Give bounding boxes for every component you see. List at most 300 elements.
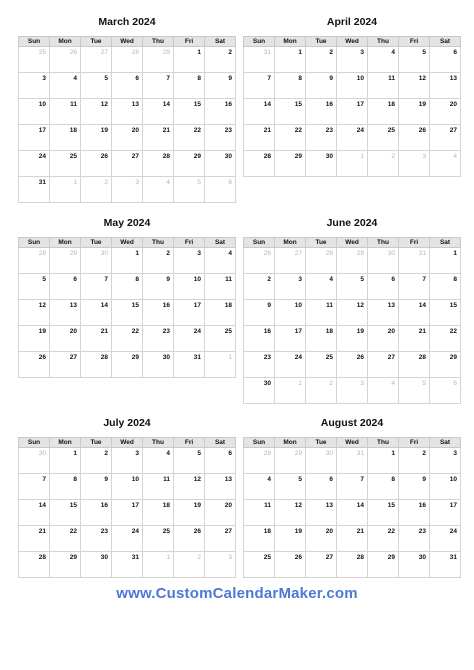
day-cell: 14 <box>337 500 368 526</box>
day-cell: 1 <box>50 448 81 474</box>
weekday-header: Thu <box>368 37 399 47</box>
day-cell: 9 <box>399 474 430 500</box>
day-cell: 28 <box>337 552 368 578</box>
day-cell: 6 <box>368 274 399 300</box>
day-cell-other-month: 28 <box>244 448 275 474</box>
week-row <box>19 125 236 151</box>
day-cell: 21 <box>244 125 275 151</box>
day-cell-other-month: 26 <box>244 248 275 274</box>
day-cell: 16 <box>399 500 430 526</box>
day-cell: 13 <box>368 300 399 326</box>
day-cell: 21 <box>143 125 174 151</box>
week-row <box>244 248 461 274</box>
weekday-header: Fri <box>174 438 205 448</box>
day-cell: 20 <box>205 500 236 526</box>
day-cell: 5 <box>174 448 205 474</box>
day-cell: 28 <box>81 352 112 378</box>
day-cell: 9 <box>244 300 275 326</box>
day-cell-other-month: 29 <box>275 448 306 474</box>
calendar-grid <box>243 437 461 578</box>
day-cell-other-month: 30 <box>368 248 399 274</box>
day-cell: 2 <box>143 248 174 274</box>
weekday-header: Tue <box>81 438 112 448</box>
week-row <box>19 151 236 177</box>
weekday-header: Mon <box>275 238 306 248</box>
day-cell: 14 <box>81 300 112 326</box>
day-cell: 31 <box>112 552 143 578</box>
day-cell: 10 <box>174 274 205 300</box>
day-cell: 16 <box>306 99 337 125</box>
footer-website-link[interactable]: www.CustomCalendarMaker.com <box>116 585 358 602</box>
week-row <box>19 500 236 526</box>
weekday-header: Fri <box>399 37 430 47</box>
day-cell: 14 <box>19 500 50 526</box>
week-row <box>244 474 461 500</box>
day-cell-other-month: 28 <box>19 248 50 274</box>
weekday-header: Thu <box>143 37 174 47</box>
day-cell: 8 <box>275 73 306 99</box>
day-cell: 28 <box>244 151 275 177</box>
calendar-grid <box>243 237 461 404</box>
day-cell: 23 <box>205 125 236 151</box>
day-cell: 11 <box>143 474 174 500</box>
weekday-header: Wed <box>337 37 368 47</box>
month-panel <box>243 416 461 578</box>
week-row <box>244 448 461 474</box>
day-cell-other-month: 4 <box>430 151 461 177</box>
weekday-header-row <box>19 438 236 448</box>
day-cell: 11 <box>244 500 275 526</box>
month-title: April 2024 <box>326 16 378 28</box>
day-cell-other-month: 3 <box>112 177 143 203</box>
month-panel <box>18 216 236 378</box>
day-cell: 4 <box>143 448 174 474</box>
day-cell: 2 <box>244 274 275 300</box>
day-cell: 29 <box>368 552 399 578</box>
day-cell: 4 <box>306 274 337 300</box>
weekday-header: Wed <box>337 438 368 448</box>
day-cell: 10 <box>337 73 368 99</box>
day-cell-other-month: 2 <box>81 177 112 203</box>
day-cell: 22 <box>50 526 81 552</box>
week-row <box>244 526 461 552</box>
day-cell: 28 <box>19 552 50 578</box>
weekday-header: Thu <box>143 438 174 448</box>
day-cell: 18 <box>368 99 399 125</box>
day-cell: 11 <box>205 274 236 300</box>
day-cell: 27 <box>205 526 236 552</box>
weekday-header: Tue <box>306 438 337 448</box>
day-cell: 24 <box>19 151 50 177</box>
day-cell: 1 <box>112 248 143 274</box>
week-row <box>244 552 461 578</box>
day-cell-other-month: 31 <box>244 47 275 73</box>
day-cell: 4 <box>205 248 236 274</box>
day-cell: 6 <box>205 448 236 474</box>
day-cell: 29 <box>112 352 143 378</box>
day-cell: 19 <box>19 326 50 352</box>
day-cell: 16 <box>205 99 236 125</box>
day-cell: 15 <box>275 99 306 125</box>
weekday-header: Wed <box>337 238 368 248</box>
day-cell: 18 <box>306 326 337 352</box>
day-cell: 15 <box>368 500 399 526</box>
day-cell: 6 <box>430 47 461 73</box>
week-row <box>244 274 461 300</box>
day-cell: 24 <box>174 326 205 352</box>
day-cell: 1 <box>275 47 306 73</box>
weekday-header: Fri <box>399 438 430 448</box>
weekday-header: Mon <box>275 438 306 448</box>
day-cell-other-month: 30 <box>306 448 337 474</box>
day-cell: 18 <box>50 125 81 151</box>
day-cell-other-month: 4 <box>368 378 399 404</box>
day-cell-other-month: 29 <box>337 248 368 274</box>
day-cell: 15 <box>430 300 461 326</box>
day-cell: 10 <box>112 474 143 500</box>
day-cell-other-month: 2 <box>368 151 399 177</box>
day-cell: 7 <box>143 73 174 99</box>
day-cell: 2 <box>399 448 430 474</box>
day-cell: 20 <box>306 526 337 552</box>
day-cell: 8 <box>368 474 399 500</box>
day-cell: 21 <box>19 526 50 552</box>
day-cell-other-month: 29 <box>50 248 81 274</box>
day-cell: 9 <box>306 73 337 99</box>
day-cell: 23 <box>244 352 275 378</box>
week-row <box>244 352 461 378</box>
day-cell: 31 <box>19 177 50 203</box>
day-cell: 13 <box>306 500 337 526</box>
day-cell: 17 <box>19 125 50 151</box>
weekday-header: Sat <box>205 238 236 248</box>
day-cell: 27 <box>430 125 461 151</box>
weekday-header: Sat <box>205 37 236 47</box>
day-cell: 1 <box>174 47 205 73</box>
day-cell: 25 <box>244 552 275 578</box>
day-cell-other-month: 27 <box>275 248 306 274</box>
day-cell: 12 <box>275 500 306 526</box>
day-cell: 7 <box>81 274 112 300</box>
weekday-header: Wed <box>112 438 143 448</box>
weekday-header: Tue <box>81 238 112 248</box>
day-cell: 12 <box>399 73 430 99</box>
day-cell: 13 <box>112 99 143 125</box>
week-row <box>19 352 236 378</box>
week-row <box>244 125 461 151</box>
day-cell: 13 <box>50 300 81 326</box>
day-cell-other-month: 28 <box>306 248 337 274</box>
day-cell: 15 <box>174 99 205 125</box>
day-cell: 12 <box>337 300 368 326</box>
day-cell: 6 <box>50 274 81 300</box>
weekday-header: Mon <box>275 37 306 47</box>
day-cell: 7 <box>244 73 275 99</box>
day-cell: 5 <box>275 474 306 500</box>
day-cell: 6 <box>112 73 143 99</box>
day-cell: 16 <box>244 326 275 352</box>
week-row <box>244 99 461 125</box>
weekday-header-row <box>244 238 461 248</box>
day-cell: 18 <box>143 500 174 526</box>
day-cell: 4 <box>50 73 81 99</box>
day-cell: 30 <box>399 552 430 578</box>
day-cell: 5 <box>399 47 430 73</box>
calendar-grid <box>18 237 236 378</box>
day-cell-other-month: 1 <box>205 352 236 378</box>
day-cell: 12 <box>19 300 50 326</box>
day-cell: 8 <box>430 274 461 300</box>
day-cell: 5 <box>19 274 50 300</box>
day-cell: 16 <box>81 500 112 526</box>
month-panel <box>243 216 461 404</box>
day-cell: 24 <box>337 125 368 151</box>
day-cell-other-month: 29 <box>143 47 174 73</box>
day-cell: 2 <box>81 448 112 474</box>
weekday-header: Tue <box>81 37 112 47</box>
day-cell: 15 <box>50 500 81 526</box>
day-cell: 31 <box>430 552 461 578</box>
day-cell-other-month: 6 <box>430 378 461 404</box>
week-row <box>19 274 236 300</box>
day-cell: 29 <box>174 151 205 177</box>
day-cell: 20 <box>50 326 81 352</box>
day-cell-other-month: 2 <box>306 378 337 404</box>
day-cell: 26 <box>19 352 50 378</box>
day-cell-other-month: 5 <box>399 378 430 404</box>
day-cell: 21 <box>399 326 430 352</box>
day-cell: 10 <box>19 99 50 125</box>
day-cell: 5 <box>81 73 112 99</box>
day-cell: 9 <box>143 274 174 300</box>
weekday-header-row <box>19 37 236 47</box>
day-cell: 26 <box>337 352 368 378</box>
day-cell: 11 <box>306 300 337 326</box>
day-cell: 18 <box>205 300 236 326</box>
weekday-header: Mon <box>50 438 81 448</box>
day-cell: 9 <box>205 73 236 99</box>
day-cell: 21 <box>81 326 112 352</box>
day-cell: 23 <box>306 125 337 151</box>
day-cell-other-month: 3 <box>205 552 236 578</box>
day-cell: 23 <box>143 326 174 352</box>
day-cell: 30 <box>81 552 112 578</box>
day-cell: 15 <box>112 300 143 326</box>
day-cell: 14 <box>143 99 174 125</box>
day-cell: 7 <box>399 274 430 300</box>
day-cell: 11 <box>50 99 81 125</box>
calendar-grid <box>18 36 236 203</box>
weekday-header: Mon <box>50 37 81 47</box>
day-cell-other-month: 4 <box>143 177 174 203</box>
weekday-header: Sun <box>244 438 275 448</box>
day-cell: 25 <box>143 526 174 552</box>
day-cell: 19 <box>399 99 430 125</box>
day-cell: 27 <box>112 151 143 177</box>
month-title: August 2024 <box>320 417 384 429</box>
day-cell: 1 <box>430 248 461 274</box>
day-cell: 25 <box>306 352 337 378</box>
day-cell: 30 <box>244 378 275 404</box>
day-cell: 27 <box>306 552 337 578</box>
week-row <box>244 47 461 73</box>
weekday-header: Sun <box>19 438 50 448</box>
weekday-header: Sun <box>19 37 50 47</box>
day-cell: 19 <box>81 125 112 151</box>
month-title: June 2024 <box>326 217 378 229</box>
day-cell: 25 <box>50 151 81 177</box>
day-cell: 2 <box>306 47 337 73</box>
week-row <box>244 326 461 352</box>
day-cell: 24 <box>112 526 143 552</box>
week-row <box>19 552 236 578</box>
day-cell: 2 <box>205 47 236 73</box>
day-cell: 17 <box>174 300 205 326</box>
day-cell: 21 <box>337 526 368 552</box>
day-cell: 27 <box>50 352 81 378</box>
day-cell: 28 <box>143 151 174 177</box>
day-cell: 22 <box>174 125 205 151</box>
day-cell: 12 <box>81 99 112 125</box>
day-cell: 19 <box>337 326 368 352</box>
day-cell-other-month: 5 <box>174 177 205 203</box>
day-cell: 3 <box>174 248 205 274</box>
weekday-header: Mon <box>50 238 81 248</box>
week-row <box>19 47 236 73</box>
day-cell: 22 <box>275 125 306 151</box>
day-cell: 26 <box>275 552 306 578</box>
day-cell: 20 <box>112 125 143 151</box>
week-row <box>244 500 461 526</box>
day-cell: 1 <box>368 448 399 474</box>
weekday-header: Sat <box>430 37 461 47</box>
weekday-header: Tue <box>306 37 337 47</box>
week-row <box>244 378 461 404</box>
weekday-header-row <box>244 438 461 448</box>
day-cell-other-month: 31 <box>399 248 430 274</box>
day-cell: 8 <box>112 274 143 300</box>
weekday-header: Tue <box>306 238 337 248</box>
month-title: May 2024 <box>103 217 151 229</box>
day-cell: 11 <box>368 73 399 99</box>
day-cell: 17 <box>337 99 368 125</box>
day-cell: 17 <box>430 500 461 526</box>
day-cell: 8 <box>50 474 81 500</box>
day-cell: 19 <box>275 526 306 552</box>
day-cell: 25 <box>205 326 236 352</box>
day-cell: 22 <box>112 326 143 352</box>
calendar-grid <box>243 36 461 177</box>
week-row <box>19 177 236 203</box>
weekday-header-row <box>244 37 461 47</box>
day-cell: 29 <box>50 552 81 578</box>
weekday-header: Fri <box>174 37 205 47</box>
day-cell-other-month: 30 <box>19 448 50 474</box>
week-row <box>244 151 461 177</box>
day-cell: 10 <box>275 300 306 326</box>
week-row <box>244 300 461 326</box>
day-cell: 26 <box>81 151 112 177</box>
week-row <box>19 474 236 500</box>
week-row <box>19 73 236 99</box>
day-cell-other-month: 3 <box>399 151 430 177</box>
day-cell: 27 <box>368 352 399 378</box>
day-cell: 17 <box>112 500 143 526</box>
day-cell-other-month: 27 <box>81 47 112 73</box>
day-cell: 13 <box>205 474 236 500</box>
day-cell-other-month: 31 <box>337 448 368 474</box>
day-cell-other-month: 1 <box>275 378 306 404</box>
day-cell: 22 <box>430 326 461 352</box>
day-cell-other-month: 28 <box>112 47 143 73</box>
day-cell: 19 <box>174 500 205 526</box>
month-panel <box>243 15 461 177</box>
day-cell: 26 <box>174 526 205 552</box>
day-cell: 20 <box>430 99 461 125</box>
day-cell: 30 <box>205 151 236 177</box>
day-cell-other-month: 1 <box>337 151 368 177</box>
day-cell: 14 <box>399 300 430 326</box>
weekday-header: Sun <box>19 238 50 248</box>
day-cell: 3 <box>19 73 50 99</box>
day-cell: 13 <box>430 73 461 99</box>
week-row <box>19 448 236 474</box>
day-cell: 18 <box>244 526 275 552</box>
day-cell: 23 <box>81 526 112 552</box>
day-cell: 30 <box>143 352 174 378</box>
day-cell: 23 <box>399 526 430 552</box>
day-cell: 30 <box>306 151 337 177</box>
day-cell: 4 <box>244 474 275 500</box>
day-cell: 24 <box>430 526 461 552</box>
day-cell: 17 <box>275 326 306 352</box>
weekday-header: Fri <box>399 238 430 248</box>
day-cell: 4 <box>368 47 399 73</box>
day-cell-other-month: 30 <box>81 248 112 274</box>
day-cell-other-month: 3 <box>337 378 368 404</box>
day-cell: 3 <box>112 448 143 474</box>
day-cell: 16 <box>143 300 174 326</box>
weekday-header: Sun <box>244 238 275 248</box>
week-row <box>19 99 236 125</box>
day-cell-other-month: 1 <box>50 177 81 203</box>
day-cell-other-month: 2 <box>174 552 205 578</box>
day-cell: 31 <box>174 352 205 378</box>
day-cell: 26 <box>399 125 430 151</box>
month-title: July 2024 <box>103 417 151 429</box>
day-cell: 8 <box>174 73 205 99</box>
month-title: March 2024 <box>98 16 156 28</box>
day-cell: 3 <box>275 274 306 300</box>
day-cell: 7 <box>19 474 50 500</box>
day-cell-other-month: 25 <box>19 47 50 73</box>
weekday-header: Wed <box>112 37 143 47</box>
day-cell: 29 <box>275 151 306 177</box>
week-row <box>244 73 461 99</box>
day-cell-other-month: 26 <box>50 47 81 73</box>
weekday-header: Sat <box>430 238 461 248</box>
day-cell: 24 <box>275 352 306 378</box>
week-row <box>19 248 236 274</box>
calendar-grid <box>18 437 236 578</box>
weekday-header: Thu <box>368 438 399 448</box>
day-cell: 3 <box>430 448 461 474</box>
day-cell: 9 <box>81 474 112 500</box>
day-cell: 6 <box>306 474 337 500</box>
weekday-header: Sat <box>430 438 461 448</box>
month-panel <box>18 416 236 578</box>
weekday-header: Sun <box>244 37 275 47</box>
